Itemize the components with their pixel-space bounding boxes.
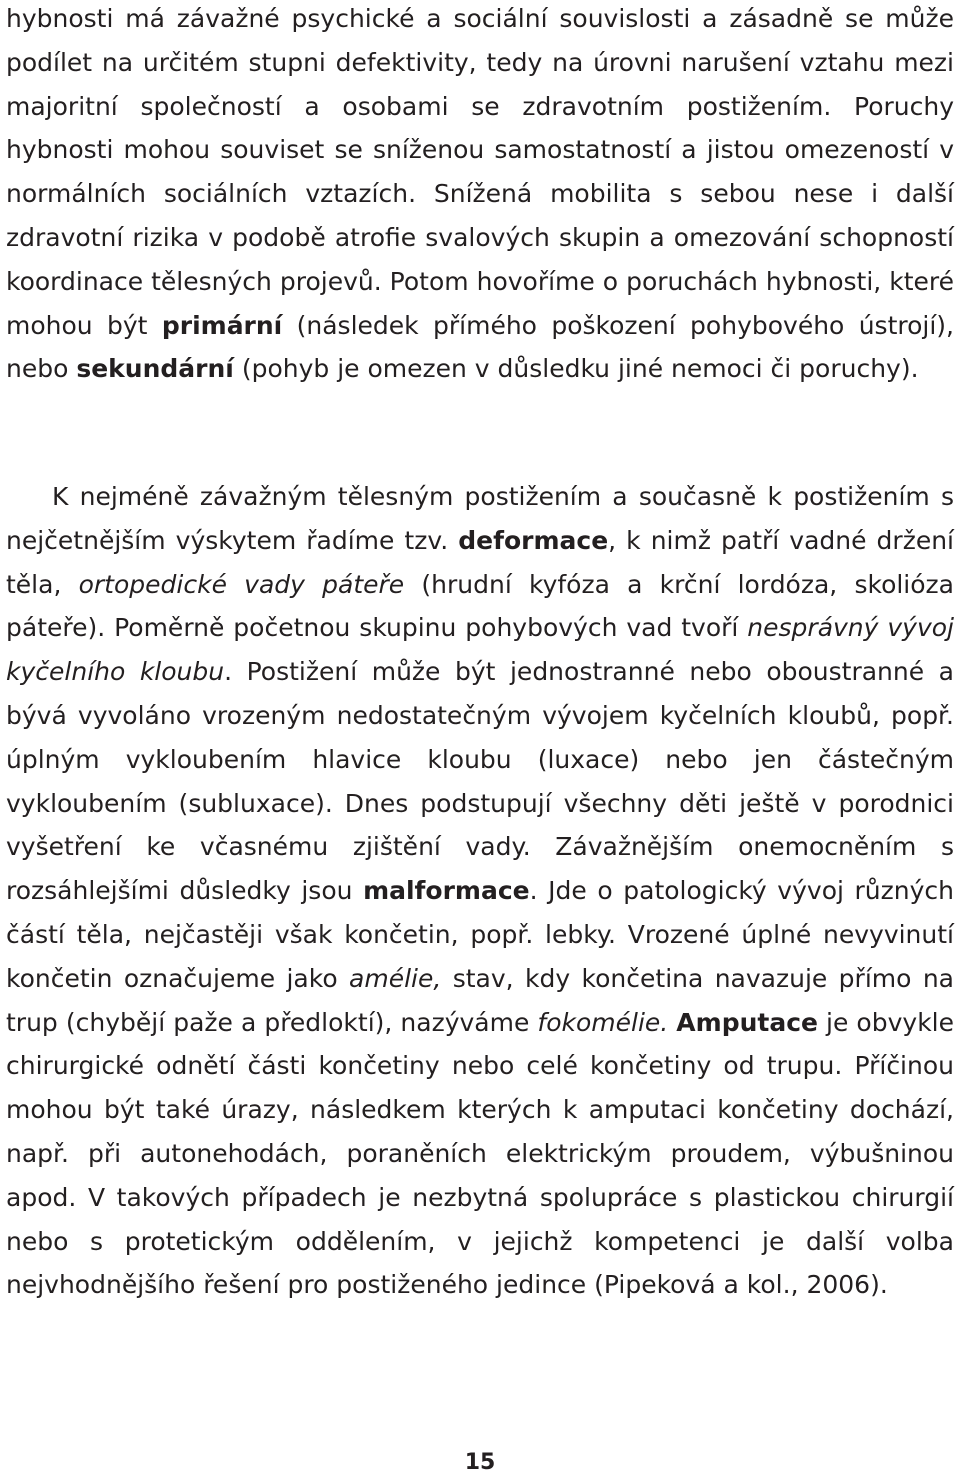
p1-text-2: (následek přímého poškození pohybového ústrojí), nebo (6, 310, 955, 384)
p2-term-deformace: deformace (458, 525, 609, 555)
p2-text-5: . Jde o patologický vývoj různých částí těla, nejčastěji však končetin, popř. lebky. Vrozené úplné nevyvinutí končetin označujeme jako (6, 876, 954, 993)
paragraph-1 (6, 0, 954, 391)
p2-term-amelie: amélie, (349, 963, 442, 993)
p2-term-nespravny-vyvoj: nesprávný vývoj kyčelního kloubu (6, 613, 954, 687)
p1-text-1: hybnosti má závažné psychické a sociální souvislosti a zásadně se může podílet na určitém stupni defektivity, tedy na úrovni narušení vztahu mezi majoritní společností a osobami se zdravotním postižením. Poruchy hybnosti mohou souviset se sníženou samostatností a jistou omezeností v normálních sociálních vztazích. Snížená mobilita s sebou nese i další zdravotní rizika v podobě atrofie svalových skupin a omezování schopností koordinace tělesných projevů. Potom hovoříme o poruchách hybnosti, které mohou být (6, 4, 954, 340)
p2-text-2: , k nimž patří vadné držení těla, (6, 525, 954, 599)
p1-term-primarni: primární (161, 310, 283, 340)
p2-text-3: (hrudní kyfóza a krční lordóza, skolióza páteře). Poměrně početnou skupinu pohybových vad tvoří (6, 569, 954, 643)
page-number: 15 (464, 1450, 496, 1475)
p2-term-fokomelie: fokomélie. (537, 1007, 669, 1037)
p2-term-amputace: Amputace (676, 1007, 818, 1037)
p1-text-3: (pohyb je omezen v důsledku jiné nemoci či poruchy). (233, 354, 919, 384)
p2-term-ortopedicke-vady: ortopedické vady páteře (78, 569, 405, 599)
p2-text-4: . Postižení může být jednostranné nebo oboustranné a bývá vyvoláno vrozeným nedostatečným vývojem kyčelních kloubů, popř. úplným vykloubením hlavice kloubu (luxace) nebo jen částečným vykloubením (subluxace). Dnes podstupují všechny děti ještě v porodnici vyšetření ke včasnému zjištění vady. Závažnějším onemocněním s rozsáhlejšími důsledky jsou (6, 657, 954, 906)
paragraph-2 (6, 475, 954, 1307)
p2-text-8: je obvykle chirurgické odnětí části končetiny nebo celé končetiny od trupu. Příčinou mohou být také úrazy, následkem kterých k amputaci končetiny dochází, např. při autonehodách, poraněních elektrickým proudem, výbušninou apod. V takových případech je nezbytná spolupráce s plastickou chirurgií nebo s protetickým oddělením, v jejichž kompetenci je další volba nejvhodnějšího řešení pro postiženého jedince (Pipeková a kol., 2006). (6, 1007, 954, 1300)
p2-text-1: K nejméně závažným tělesným postižením a současně k postižením s nejčetnějším výskytem řadíme tzv. (6, 482, 954, 555)
p2-text-6: stav, kdy končetina navazuje přímo na trup (chybějí paže a předloktí), nazýváme (6, 963, 954, 1037)
p2-term-malformace: malformace (363, 876, 530, 906)
p1-term-sekundarni: sekundární (76, 354, 234, 384)
